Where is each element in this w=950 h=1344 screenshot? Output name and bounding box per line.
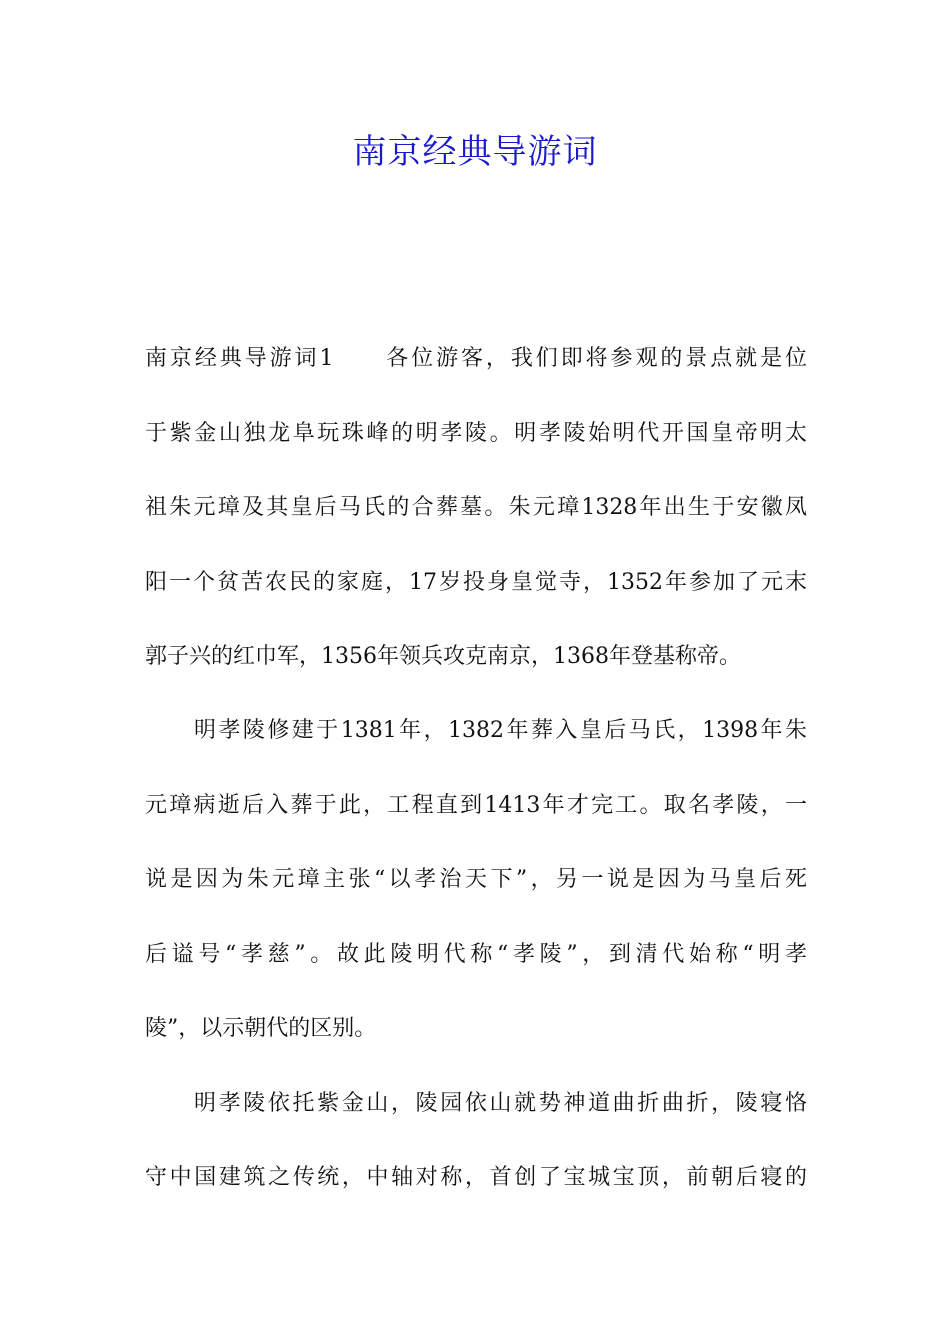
paragraph-1-line-4: 阳一个贫苦农民的家庭，17岁投身皇觉寺，1352年参加了元末 <box>145 570 807 595</box>
paragraph-3-line-2: 守中国建筑之传统，中轴对称，首创了宝城宝顶，前朝后寝的 <box>145 1165 807 1190</box>
document-title: 南京经典导游词 <box>352 132 598 172</box>
paragraph-2-line-5: 陵”，以示朝代的区别。 <box>145 1016 377 1041</box>
paragraph-2-line-3: 说是因为朱元璋主张“以孝治天下”，另一说是因为马皇后死 <box>145 867 807 892</box>
paragraph-1-line-2: 于紫金山独龙阜玩珠峰的明孝陵。明孝陵始明代开国皇帝明太 <box>145 421 807 446</box>
paragraph-2-line-2: 元璋病逝后入葬于此，工程直到1413年才完工。取名孝陵，一 <box>145 793 807 818</box>
paragraph-1-line-5: 郭子兴的红巾军，1356年领兵攻克南京，1368年登基称帝。 <box>145 644 741 669</box>
paragraph-2-line-1: 明孝陵修建于1381年，1382年葬入皇后马氏，1398年朱 <box>194 718 807 743</box>
paragraph-1-line-3: 祖朱元璋及其皇后马氏的合葬墓。朱元璋1328年出生于安徽凤 <box>145 495 807 520</box>
paragraph-2-line-4: 后谥号“孝慈”。故此陵明代称“孝陵”，到清代始称“明孝 <box>145 942 807 967</box>
paragraph-3-line-1: 明孝陵依托紫金山，陵园依山就势神道曲折曲折，陵寝恪 <box>194 1091 807 1116</box>
paragraph-1-line-1: 南京经典导游词1 各位游客，我们即将参观的景点就是位 <box>145 346 807 371</box>
